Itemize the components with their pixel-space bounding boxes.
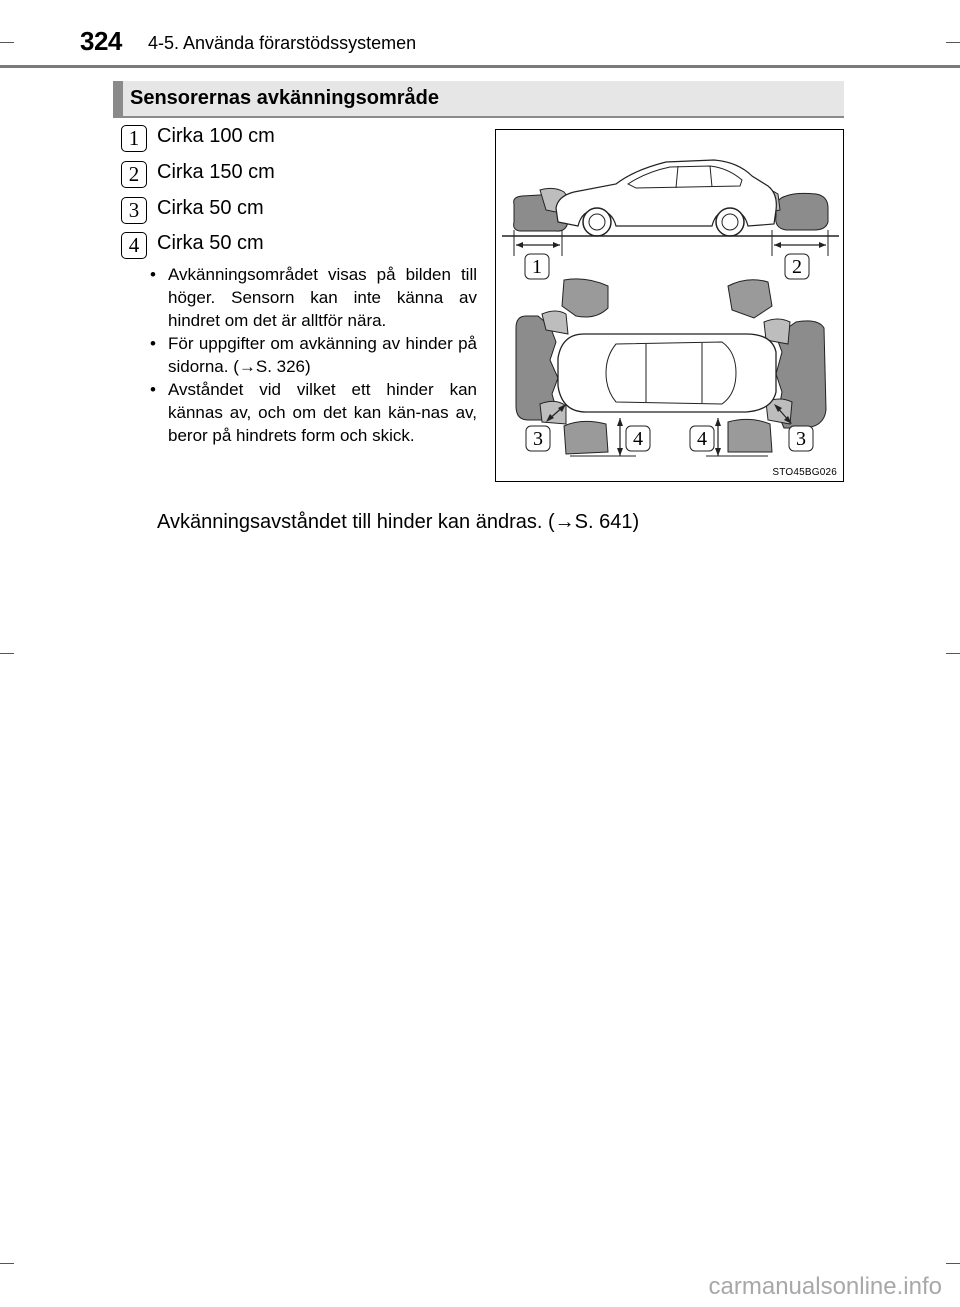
- callout-3-right: [789, 426, 813, 451]
- section-accent: [113, 81, 123, 118]
- rear-corner-zone-top: [728, 280, 772, 318]
- item-text: Cirka 50 cm: [157, 197, 264, 219]
- svg-text:3: 3: [796, 428, 806, 450]
- item-text: Cirka 150 cm: [157, 161, 275, 183]
- header-divider: [0, 65, 960, 68]
- rear-zone: [776, 193, 828, 230]
- crop-mark: [946, 1263, 960, 1264]
- crop-mark: [946, 42, 960, 43]
- bullet-list: [148, 263, 477, 447]
- svg-text:1: 1: [532, 256, 542, 278]
- svg-text:2: 2: [792, 256, 802, 278]
- rear-corner-zone-bottom: [728, 419, 772, 452]
- sensor-range-figure: [495, 129, 844, 482]
- watermark: carmanualsonline.info: [708, 1273, 942, 1300]
- item-text: Cirka 50 cm: [157, 232, 264, 254]
- item-number-badge: 1: [121, 125, 147, 152]
- bullet-marker: •: [150, 265, 156, 284]
- bullet-marker: •: [150, 380, 156, 399]
- svg-text:4: 4: [697, 428, 707, 450]
- item-number-badge: 4: [121, 232, 147, 259]
- item-number-badge: 3: [121, 197, 147, 224]
- item-text: Cirka 100 cm: [157, 125, 275, 147]
- svg-text:4: 4: [633, 428, 643, 450]
- crop-mark: [0, 653, 14, 654]
- callout-2: [785, 254, 809, 279]
- car-roof-top: [606, 342, 736, 404]
- side-view: [502, 160, 839, 256]
- bullet-item: [148, 378, 477, 447]
- closing-note: Avkänningsavståndet till hinder kan ändras. (→S. 641): [157, 511, 640, 533]
- bullet-text: För uppgifter om avkänning av hinder på sidorna. (→S. 326): [168, 334, 477, 376]
- bullet-item: [148, 332, 477, 378]
- sensor-diagram: [496, 130, 844, 482]
- page-number: 324: [80, 26, 122, 56]
- bullet-text: Avståndet vid vilket ett hinder kan kännas av, och om det kan kän-nas av, beror på hindrets form och skick.: [168, 380, 477, 445]
- figure-code: STO45BG026: [772, 467, 837, 478]
- callout-4-left: [626, 426, 650, 451]
- svg-text:3: 3: [533, 428, 543, 450]
- section-title: Sensorernas avkänningsområde: [130, 87, 440, 109]
- callout-3-left: [526, 426, 550, 451]
- front-corner-zone-top: [562, 279, 608, 317]
- bullet-text: Avkänningsområdet visas på bilden till höger. Sensorn kan inte känna av hindret om det är alltför nära.: [168, 265, 477, 330]
- item-number-badge: 2: [121, 161, 147, 188]
- callout-1: [525, 254, 549, 279]
- section-heading: [113, 81, 844, 118]
- crop-mark: [0, 1263, 14, 1264]
- crop-mark: [946, 653, 960, 654]
- bullet-marker: •: [150, 334, 156, 353]
- chapter-title: 4-5. Använda förarstödssystemen: [148, 33, 417, 53]
- crop-mark: [0, 42, 14, 43]
- callout-4-right: [690, 426, 714, 451]
- front-corner-zone-bottom: [564, 421, 608, 454]
- bullet-item: [148, 263, 477, 332]
- top-view: [516, 279, 826, 456]
